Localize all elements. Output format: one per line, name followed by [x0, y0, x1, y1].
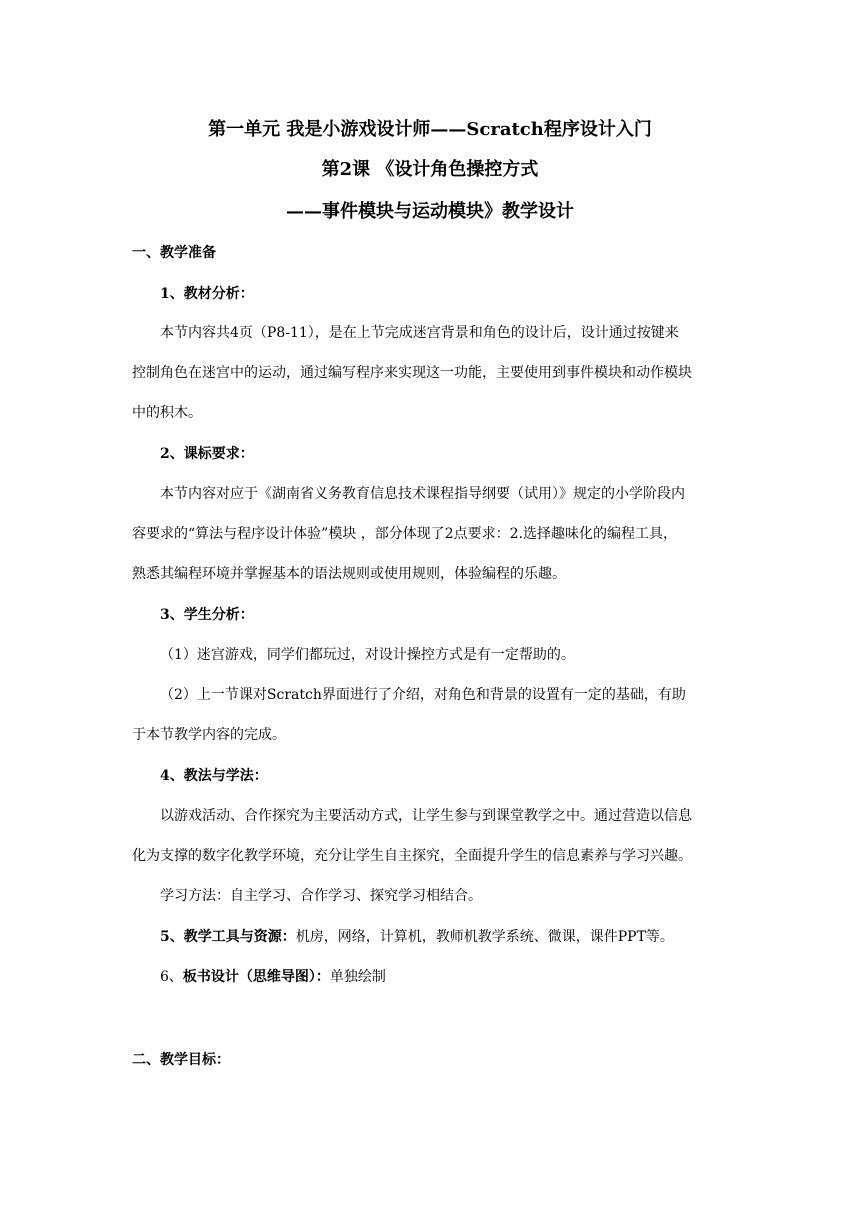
sub-5-text: 机房，网络，计算机，教师机教学系统、微课，课件PPT等。 [295, 929, 674, 945]
title-line-2: 第2课 《设计角色操控方式 [321, 159, 539, 180]
sub-3-item-1: （1）迷宫游戏，同学们都玩过，对设计操控方式是有一定帮助的。 [160, 647, 575, 663]
title-line-1: 第一单元 我是小游戏设计师——Scratch程序设计入门 [208, 119, 652, 140]
title-line-3: ——事件模块与运动模块》教学设计 [286, 201, 574, 222]
sub-6-paragraph [160, 967, 760, 987]
sub-5-heading: 5、教学工具与资源： [160, 929, 296, 945]
sub-4-line-1: 以游戏活动、合作探究为主要活动方式，让学生参与到课堂教学之中。通过营造以信息 [160, 808, 692, 824]
sub-3-item-2-line-2: 于本节教学内容的完成。 [132, 727, 286, 743]
sub-1-line-2: 控制角色在迷宫中的运动，通过编写程序来实现这一功能，主要使用到事件模块和动作模块 [132, 365, 692, 381]
sub-2-heading: 2、课标要求： [160, 446, 254, 462]
sub-1-line-1: 本节内容共4页（P8-11），是在上节完成迷宫背景和角色的设计后，设计通过按键来 [160, 325, 679, 341]
sub-6-heading: 板书设计（思维导图）： [182, 969, 330, 985]
sub-6-text: 单独绘制 [329, 969, 386, 985]
sub-3-heading: 3、学生分析： [160, 607, 254, 623]
section-2-heading: 二、教学目标： [132, 1052, 230, 1068]
sub-3-item-2-line-1: （2）上一节课对Scratch界面进行了介绍，对角色和背景的设置有一定的基础，有助 [160, 687, 686, 703]
sub-2-line-1: 本节内容对应于《湖南省义务教育信息技术课程指导纲要（试用）》规定的小学阶段内 [160, 486, 685, 502]
sub-4-method: 学习方法：自主学习、合作学习、探究学习相结合。 [160, 888, 482, 904]
sub-5-paragraph [160, 927, 760, 947]
sub-2-line-2: 容要求的“算法与程序设计体验”模块 ，部分体现了2点要求：2.选择趣味化的编程工具， [132, 526, 678, 542]
sub-1-heading: 1、教材分析： [160, 286, 254, 302]
section-1-heading: 一、教学准备 [132, 245, 216, 261]
sub-6-prefix: 6、 [160, 969, 183, 985]
sub-4-heading: 4、教法与学法： [160, 768, 268, 784]
sub-2-line-3: 熟悉其编程环境并掌握基本的语法规则或使用规则，体验编程的乐趣。 [132, 566, 566, 582]
sub-4-line-2: 化为支撑的数字化教学环境，充分让学生自主探究，全面提升学生的信息素养与学习兴趣。 [132, 848, 692, 864]
sub-1-line-3: 中的积木。 [132, 405, 202, 421]
